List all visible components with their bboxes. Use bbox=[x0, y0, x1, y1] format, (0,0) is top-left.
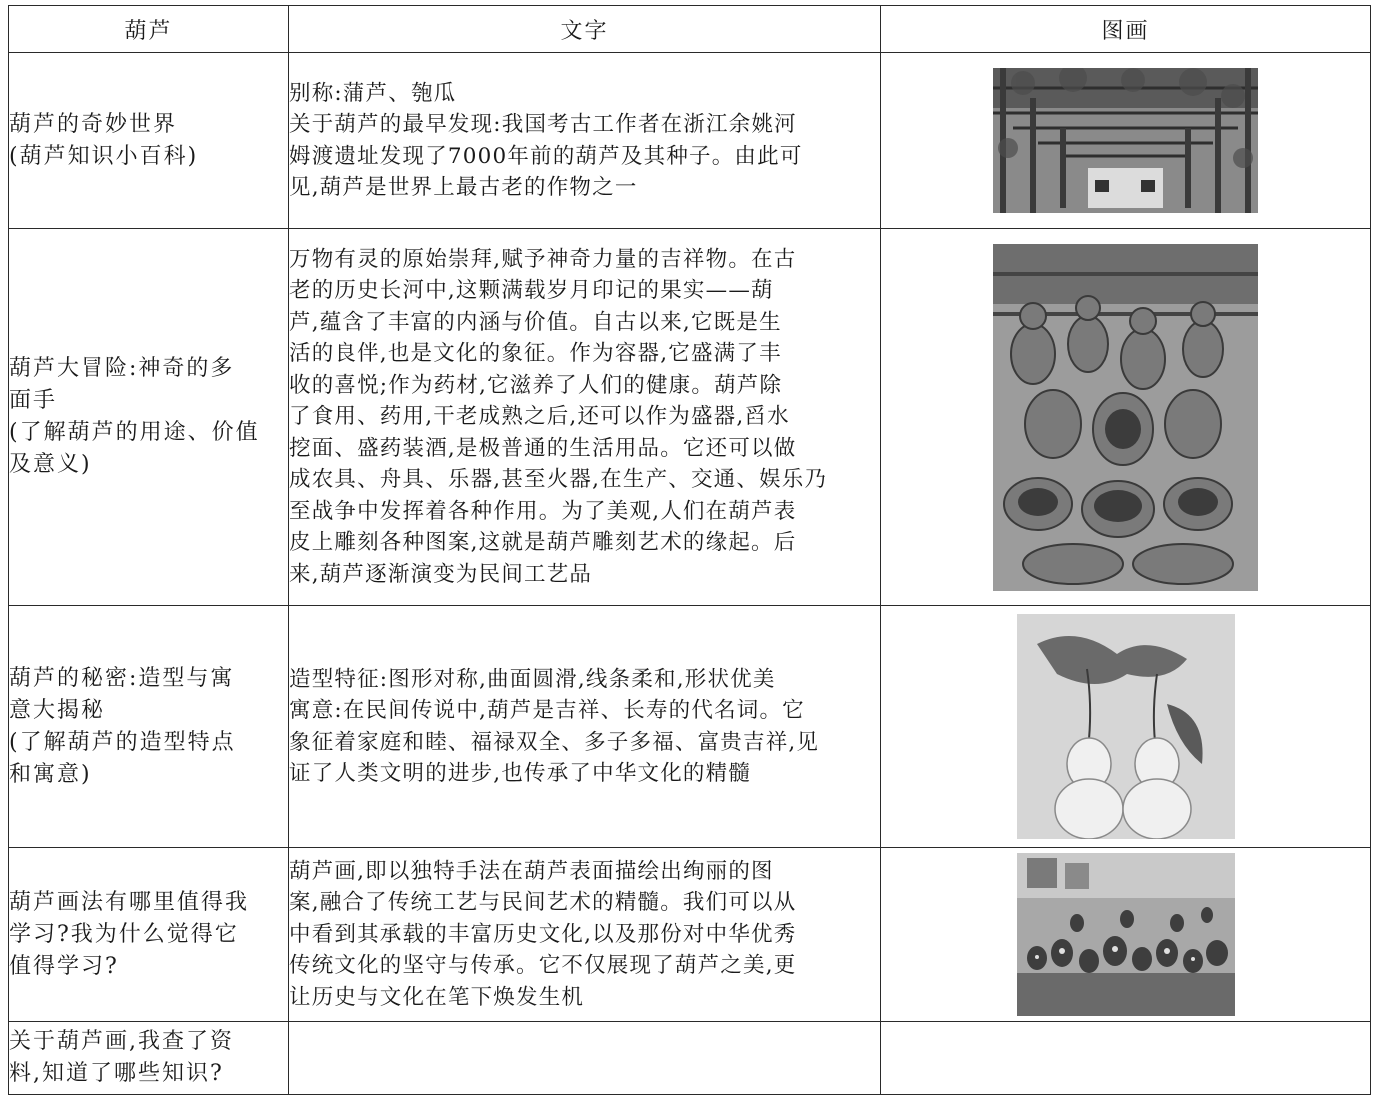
header-picture: 图画 bbox=[881, 6, 1371, 53]
topic-line: 葫芦画法有哪里值得我 bbox=[9, 889, 250, 915]
text-line: 见,葫芦是世界上最古老的作物之一 bbox=[289, 175, 638, 200]
text-line: 中看到其承载的丰富历史文化,以及那份对中华优秀 bbox=[289, 921, 797, 947]
topic-line: 值得学习? bbox=[9, 953, 119, 979]
table-row bbox=[9, 1022, 1371, 1095]
text-line: 别称:蒲芦、匏瓜 bbox=[289, 80, 457, 106]
text-line: 寓意:在民间传说中,葫芦是吉祥、长寿的代名词。它 bbox=[289, 698, 805, 723]
two-gourds-photo bbox=[1017, 614, 1235, 839]
topic-line: 葫芦的秘密:造型与寓 bbox=[9, 665, 235, 691]
table-row bbox=[9, 848, 1371, 1022]
text-line: 来,葫芦逐渐演变为民间工艺品 bbox=[289, 561, 593, 587]
text-line: 老的历史长河中,这颗满载岁月印记的果实——葫 bbox=[289, 278, 774, 304]
gourd-study-table bbox=[8, 5, 1371, 1095]
text-line: 传统文化的坚守与传承。它不仅展现了葫芦之美,更 bbox=[289, 953, 797, 979]
row-picture bbox=[881, 229, 1371, 606]
text-line: 挖面、盛药装酒,是极普通的生活用品。它还可以做 bbox=[289, 435, 797, 461]
topic-line: 意大揭秘 bbox=[9, 697, 106, 723]
row-text bbox=[289, 848, 881, 1022]
table-row bbox=[9, 229, 1371, 606]
topic-line: 及意义) bbox=[9, 452, 92, 477]
text-line: 案,融合了传统工艺与民间艺术的精髓。我们可以从 bbox=[289, 890, 797, 916]
topic-line: 料,知道了哪些知识? bbox=[9, 1061, 224, 1086]
painted-gourds-photo bbox=[1017, 853, 1235, 1016]
row-picture bbox=[881, 53, 1371, 229]
header-text: 文字 bbox=[289, 6, 881, 53]
text-line: 造型特征:图形对称,曲面圆滑,线条柔和,形状优美 bbox=[289, 666, 776, 692]
row-topic bbox=[9, 53, 289, 229]
table-row bbox=[9, 53, 1371, 229]
row-text bbox=[289, 53, 881, 229]
row-topic bbox=[9, 1022, 289, 1095]
row-text bbox=[289, 229, 881, 606]
topic-line: 葫芦大冒险:神奇的多 bbox=[9, 356, 235, 381]
topic-line: (葫芦知识小百科) bbox=[9, 143, 199, 169]
text-line: 了食用、药用,干老成熟之后,还可以作为盛器,舀水 bbox=[289, 404, 790, 430]
topic-line: (了解葫芦的造型特点 bbox=[9, 729, 236, 755]
row-picture bbox=[881, 848, 1371, 1022]
row-picture-empty bbox=[881, 1022, 1371, 1095]
text-line: 万物有灵的原始崇拜,赋予神奇力量的吉祥物。在古 bbox=[289, 246, 797, 272]
row-topic bbox=[9, 606, 289, 848]
text-line: 活的良伴,也是文化的象征。作为容器,它盛满了丰 bbox=[289, 341, 782, 367]
text-line: 收的喜悦;作为药材,它滋养了人们的健康。葫芦除 bbox=[289, 372, 783, 398]
table-header-row bbox=[9, 6, 1371, 53]
text-line: 关于葫芦的最早发现:我国考古工作者在浙江余姚河 bbox=[289, 112, 797, 137]
text-line: 葫芦画,即以独特手法在葫芦表面描绘出绚丽的图 bbox=[289, 858, 774, 884]
text-line: 成农具、舟具、乐器,甚至火器,在生产、交通、娱乐乃 bbox=[289, 467, 828, 493]
topic-line: 关于葫芦画,我查了资 bbox=[9, 1029, 234, 1054]
row-text-empty bbox=[289, 1022, 881, 1095]
row-topic bbox=[9, 848, 289, 1022]
topic-line: 和寓意) bbox=[9, 761, 92, 787]
header-gourd: 葫芦 bbox=[9, 6, 289, 53]
gourd-containers-photo bbox=[993, 244, 1258, 591]
row-topic bbox=[9, 229, 289, 606]
text-line: 证了人类文明的进步,也传承了中华文化的精髓 bbox=[289, 761, 752, 786]
table-row bbox=[9, 606, 1371, 848]
text-line: 象征着家庭和睦、福禄双全、多子多福、富贵吉祥,见 bbox=[289, 729, 820, 755]
topic-line: 葫芦的奇妙世界 bbox=[9, 111, 178, 137]
gourd-arbor-photo bbox=[993, 68, 1258, 213]
text-line: 至战争中发挥着各种作用。为了美观,人们在葫芦表 bbox=[289, 498, 797, 524]
topic-line: (了解葫芦的用途、价值 bbox=[9, 420, 260, 445]
text-line: 皮上雕刻各种图案,这就是葫芦雕刻艺术的缘起。后 bbox=[289, 530, 797, 556]
row-text bbox=[289, 606, 881, 848]
text-line: 芦,蕴含了丰富的内涵与价值。自古以来,它既是生 bbox=[289, 309, 782, 335]
row-picture bbox=[881, 606, 1371, 848]
topic-line: 面手 bbox=[9, 388, 58, 413]
topic-line: 学习?我为什么觉得它 bbox=[9, 921, 239, 947]
text-line: 让历史与文化在笔下焕发生机 bbox=[289, 984, 585, 1010]
text-line: 姆渡遗址发现了7000年前的葫芦及其种子。由此可 bbox=[289, 143, 803, 169]
